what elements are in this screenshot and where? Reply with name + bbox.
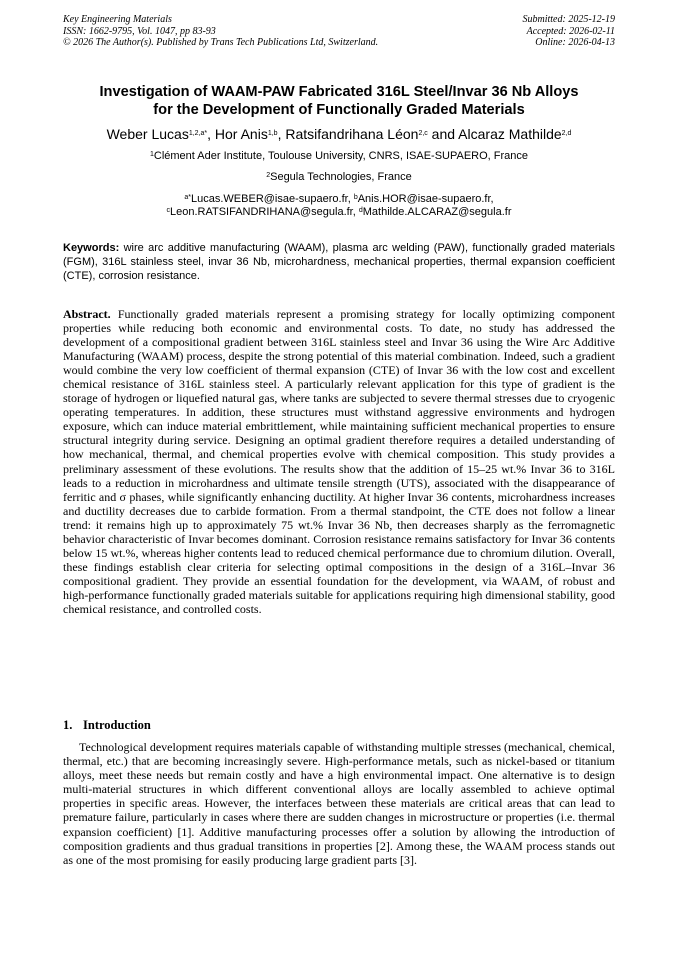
emails (20, 193, 658, 219)
author-list (20, 125, 658, 143)
email-address: Leon.RATSIFANDRIHANA@segula.fr, (169, 206, 359, 218)
affiliation-sup: 2 (266, 172, 271, 179)
affiliation-1 (20, 150, 658, 163)
author-sup: 1,b (267, 130, 278, 137)
affiliation-sup: 1 (149, 151, 154, 158)
email-sup: b (353, 194, 358, 201)
section-heading (63, 718, 151, 733)
email-sup: d (358, 207, 363, 214)
abstract-block (63, 307, 615, 616)
dates-header (523, 14, 616, 49)
author-separator: , (207, 126, 215, 142)
keywords-label: Keywords: (63, 242, 120, 254)
introduction-paragraph: Technological development requires materials capable of withstanding multiple stresses (mechanical, chemical, thermal, etc.) that are becoming increasingly severe. High-performance metals, such as nickel-based or titanium alloys, meet these needs but remain costly and have a high environmental impact. One alternative is to design multi-material structures in which different conventional alloys are locally assembled to achieve optimal properties in specific areas. However, the interfaces between these materials are critical areas that can lead to premature failure, particularly in cases where there are sudden changes in microstructure or properties (i.e. thermal expansion coefficient) [1]. Additive manufacturing processes offer a solution by allowing the introduction of composition gradients and thus gradual transitions in properties [2]. Among these, the WAAM process stands out as one of the most promising for easily producing large gradient parts [3]. (63, 740, 615, 867)
author-sup: 1,2,a* (188, 130, 208, 137)
paper-title (40, 83, 638, 119)
author-name: Hor Anis (214, 126, 268, 142)
author-name: Alcaraz Mathilde (458, 126, 562, 142)
journal-name: Key Engineering Materials (63, 14, 172, 25)
keywords-text: wire arc additive manufacturing (WAAM), plasma arc welding (PAW), functionally graded materials (FGM), 316L stainless steel, invar 36 Nb, microhardness, mechanical properties, thermal expansion coefficient (CTE), corrosion resistance. (63, 242, 615, 282)
title-line-1: Investigation of WAAM-PAW Fabricated 316L Steel/Invar 36 Nb Alloys (99, 84, 579, 100)
author-name: Ratsifandrihana Léon (285, 126, 419, 142)
affiliation-text: Segula Technologies, France (270, 171, 412, 183)
accepted-date: Accepted: 2026-02-11 (526, 25, 615, 37)
abstract-text: Functionally graded materials represent a promising strategy for locally optimizing component properties while reducing both economic and environmental costs. To date, no study has addressed the development of a compositional gradient between 316L stainless steel and Invar 36 using the Wire Arc Additive Manufacturing (WAAM) process, despite the strong potential of this material combination. Indeed, such a gradient would combine the very low coefficient of thermal expansion (CTE) of Invar 36 with the low cost and excellent chemical resistance of 316L stainless steel. A particularly relevant application for this type of gradient is the storage of hydrogen or liquefied natural gas, where tanks are subjected to severe thermal stresses due to cryogenic operating temperatures. In addition, these structures must withstand aggressive environments and hydrogen exposure, which can induce material embrittlement, while maintaining sufficient mechanical properties to ensure structural integrity during service. Designing an optimal gradient therefore requires a detailed understanding of how mechanical, thermal, and chemical properties evolve with chemical composition. This study provides a preliminary assessment of these evolutions. The results show that the addition of 15–25 wt.% Invar 36 to 316L leads to a reduction in microhardness and ultimate tensile strength (UTS), associated with the disappearance of ferritic and σ phases, while significantly enhancing ductility. At higher Invar 36 contents, microhardness increases and ductility decreases due to carbide formation. From a thermal standpoint, the CTE does not follow a linear trend: it remains high up to approximately 75 wt.% Invar 36 Nb, then decreases sharply as the ferromagnetic behavior characteristic of Invar becomes dominant. Corrosion resistance remains satisfactory for Invar 36 contents below 15 wt.%, whereas higher contents lead to reduced chemical performance due to chromium dilution. Overall, these findings establish clear criteria for selecting optimal compositions in the design of a 316L–Invar 36 compositional gradient. They provide an essential foundation for the development, via WAAM, of robust and high-performance functionally graded materials suitable for applications requiring high dimensional stability, good chemical resistance, and controlled costs. (63, 307, 615, 616)
email-address: Lucas.WEBER@isae-supaero.fr, (191, 193, 354, 205)
author-separator: , (277, 126, 286, 142)
affiliation-text: Clément Ader Institute, Toulouse University, CNRS, ISAE-SUPAERO, France (153, 150, 529, 162)
submitted-date: Submitted: 2025-12-19 (522, 14, 615, 25)
section-number: 1. (63, 718, 73, 732)
author-name: Weber Lucas (106, 126, 189, 142)
email-line-2 (20, 206, 658, 219)
email-line-1 (20, 193, 658, 206)
affiliation-2 (20, 171, 658, 184)
author-separator: and (427, 126, 459, 142)
section-title: Introduction (83, 718, 151, 732)
email-address: Anis.HOR@isae-supaero.fr, (357, 193, 494, 205)
author-sup: 2,d (561, 130, 572, 137)
title-line-2: for the Development of Functionally Graded Materials (153, 102, 525, 118)
online-date: Online: 2026-04-13 (535, 37, 615, 48)
email-address: Mathilde.ALCARAZ@segula.fr (362, 206, 512, 218)
author-sup: 2,c (418, 130, 428, 137)
journal-header (63, 14, 378, 49)
abstract-label: Abstract. (63, 307, 111, 321)
email-sup: c (166, 207, 170, 214)
issn: ISSN: 1662-9795, Vol. 1047, pp 83-93 (63, 25, 216, 37)
copyright: © 2026 The Author(s). Published by Trans Tech Publications Ltd, Switzerland. (63, 37, 379, 48)
keywords-block (63, 241, 615, 283)
email-sup: a* (184, 194, 192, 201)
